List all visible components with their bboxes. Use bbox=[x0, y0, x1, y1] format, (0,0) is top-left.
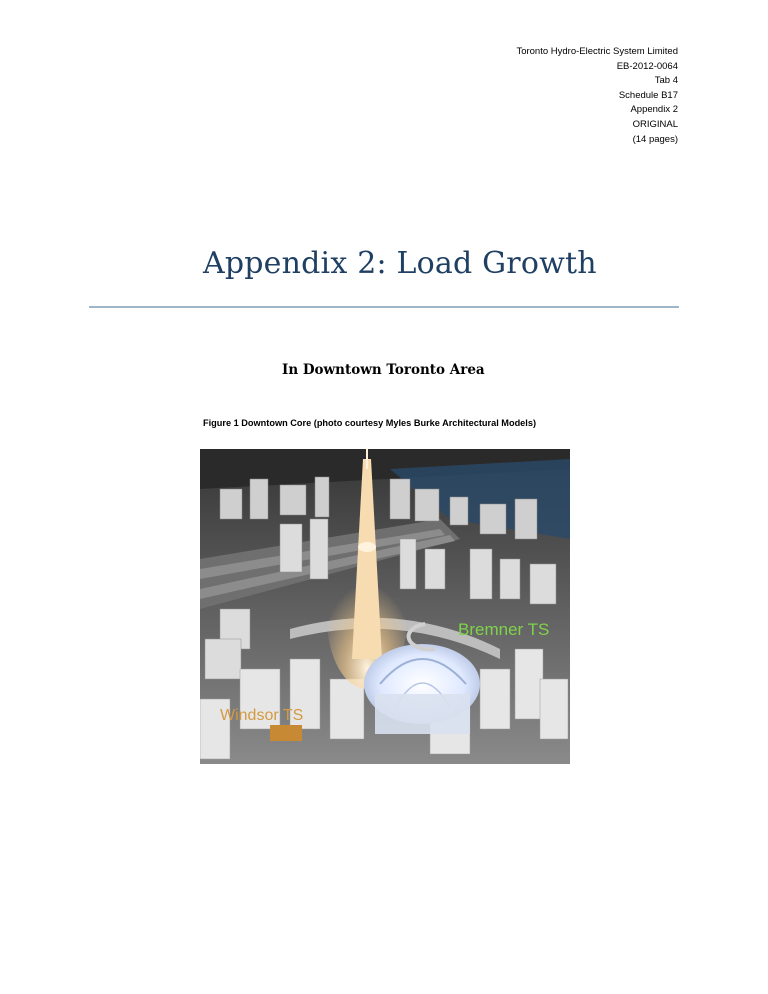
downtown-model-photo bbox=[200, 449, 570, 764]
page-title: Appendix 2: Load Growth bbox=[203, 246, 597, 281]
title-divider bbox=[89, 306, 679, 308]
windsor-ts-label: Windsor TS bbox=[220, 707, 304, 724]
subtitle-text: In Downtown Toronto Area bbox=[282, 362, 485, 378]
header-schedule: Schedule B17 bbox=[618, 89, 678, 101]
header-page-count: (14 pages) bbox=[632, 133, 678, 145]
header-status: ORIGINAL bbox=[632, 118, 678, 130]
figure-caption: Figure 1 Downtown Core (photo courtesy Myles Burke Architectural Models) bbox=[203, 418, 537, 428]
header-appendix: Appendix 2 bbox=[630, 104, 678, 116]
header-company: Toronto Hydro-Electric System Limited bbox=[516, 46, 678, 57]
header-case-number: EB-2012-0064 bbox=[616, 60, 678, 72]
document-header bbox=[516, 45, 678, 147]
windsor-site-marker bbox=[270, 725, 302, 741]
header-tab: Tab 4 bbox=[654, 75, 678, 87]
bremner-ts-label: Bremner TS bbox=[458, 620, 550, 639]
